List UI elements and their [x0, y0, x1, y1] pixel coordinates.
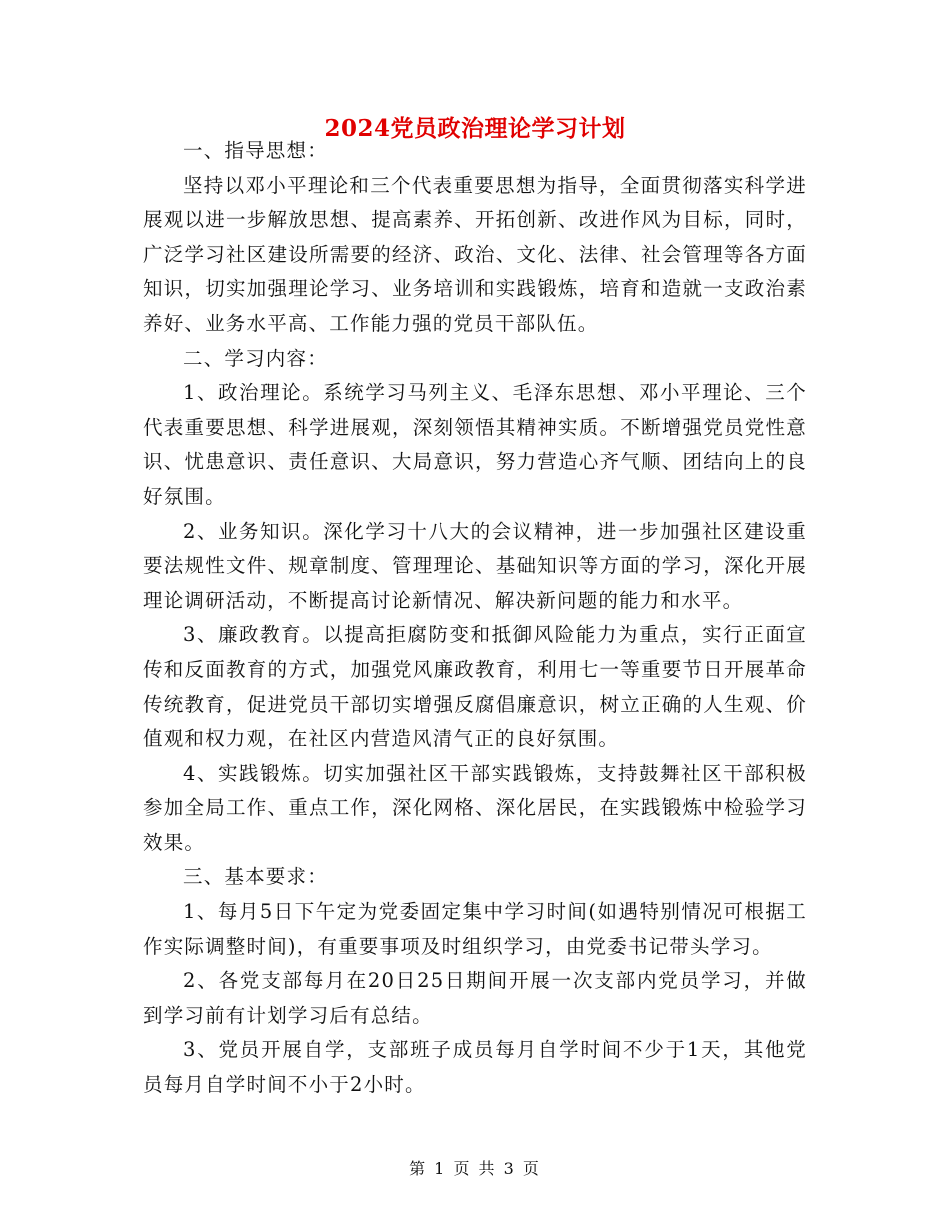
section-heading-basic-requirements: 三、基本要求： — [183, 865, 328, 889]
footer-prefix: 第 — [409, 1159, 428, 1178]
footer-suffix: 页 — [522, 1159, 541, 1178]
footer-page-number: 1 — [434, 1159, 447, 1178]
paragraph-integrity-education: 3、廉政教育。以提高拒腐防变和抵御风险能力为重点，实行正面宣传和反面教育的方式，加强党风廉政教育，利用七一等重要节日开展革命传统教育，促进党员干部切实增强反腐倡廉意识，树立正确的人生观、价值观和权力观，在社区内营造风清气正的良好氛围。 — [143, 623, 807, 751]
paragraph-guiding-ideology: 坚持以邓小平理论和三个代表重要思想为指导，全面贯彻落实科学进展观以进一步解放思想、提高素养、开拓创新、改进作风为目标，同时，广泛学习社区建设所需要的经济、政治、文化、法律、社会管理等各方面知识，切实加强理论学习、业务培训和实践锻炼，培育和造就一支政治素养好、业务水平高、工作能力强的党员干部队伍。 — [143, 173, 807, 335]
paragraph-business-knowledge: 2、业务知识。深化学习十八大的会议精神，进一步加强社区建设重要法规性文件、规章制度、管理理论、基础知识等方面的学习，深化开展理论调研活动，不断提高讨论新情况、解决新问题的能力和水平。 — [143, 519, 807, 612]
footer-middle: 页 共 — [453, 1159, 497, 1178]
paragraph-requirement-1: 1、每月5日下午定为党委固定集中学习时间(如遇特别情况可根据工作实际调整时间)，有重要事项及时组织学习，由党委书记带头学习。 — [143, 900, 807, 958]
section-heading-guiding-ideology: 一、指导思想： — [183, 139, 328, 162]
paragraph-requirement-2: 2、各党支部每月在20日25日期间开展一次支部内党员学习，并做到学习前有计划学习后有总结。 — [143, 969, 807, 1027]
paragraph-practice: 4、实践锻炼。切实加强社区干部实践锻炼，支持鼓舞社区干部积极参加全局工作、重点工作，深化网格、深化居民，在实践锻炼中检验学习效果。 — [143, 761, 807, 854]
section-heading-study-content: 二、学习内容： — [183, 346, 328, 370]
paragraph-political-theory: 1、政治理论。系统学习马列主义、毛泽东思想、邓小平理论、三个代表重要思想、科学进展观，深刻领悟其精神实质。不断增强党员党性意识、忧患意识、责任意识、大局意识，努力营造心齐气顺、团结向上的良好氛围。 — [143, 381, 807, 508]
footer-total-pages: 3 — [503, 1159, 516, 1178]
paragraph-requirement-3: 3、党员开展自学，支部班子成员每月自学时间不少于1天，其他党员每月自学时间不小于2小时。 — [143, 1038, 807, 1097]
page-footer — [0, 1156, 950, 1179]
document-body — [143, 134, 807, 1103]
document-title: 2024党员政治理论学习计划 — [324, 115, 626, 142]
